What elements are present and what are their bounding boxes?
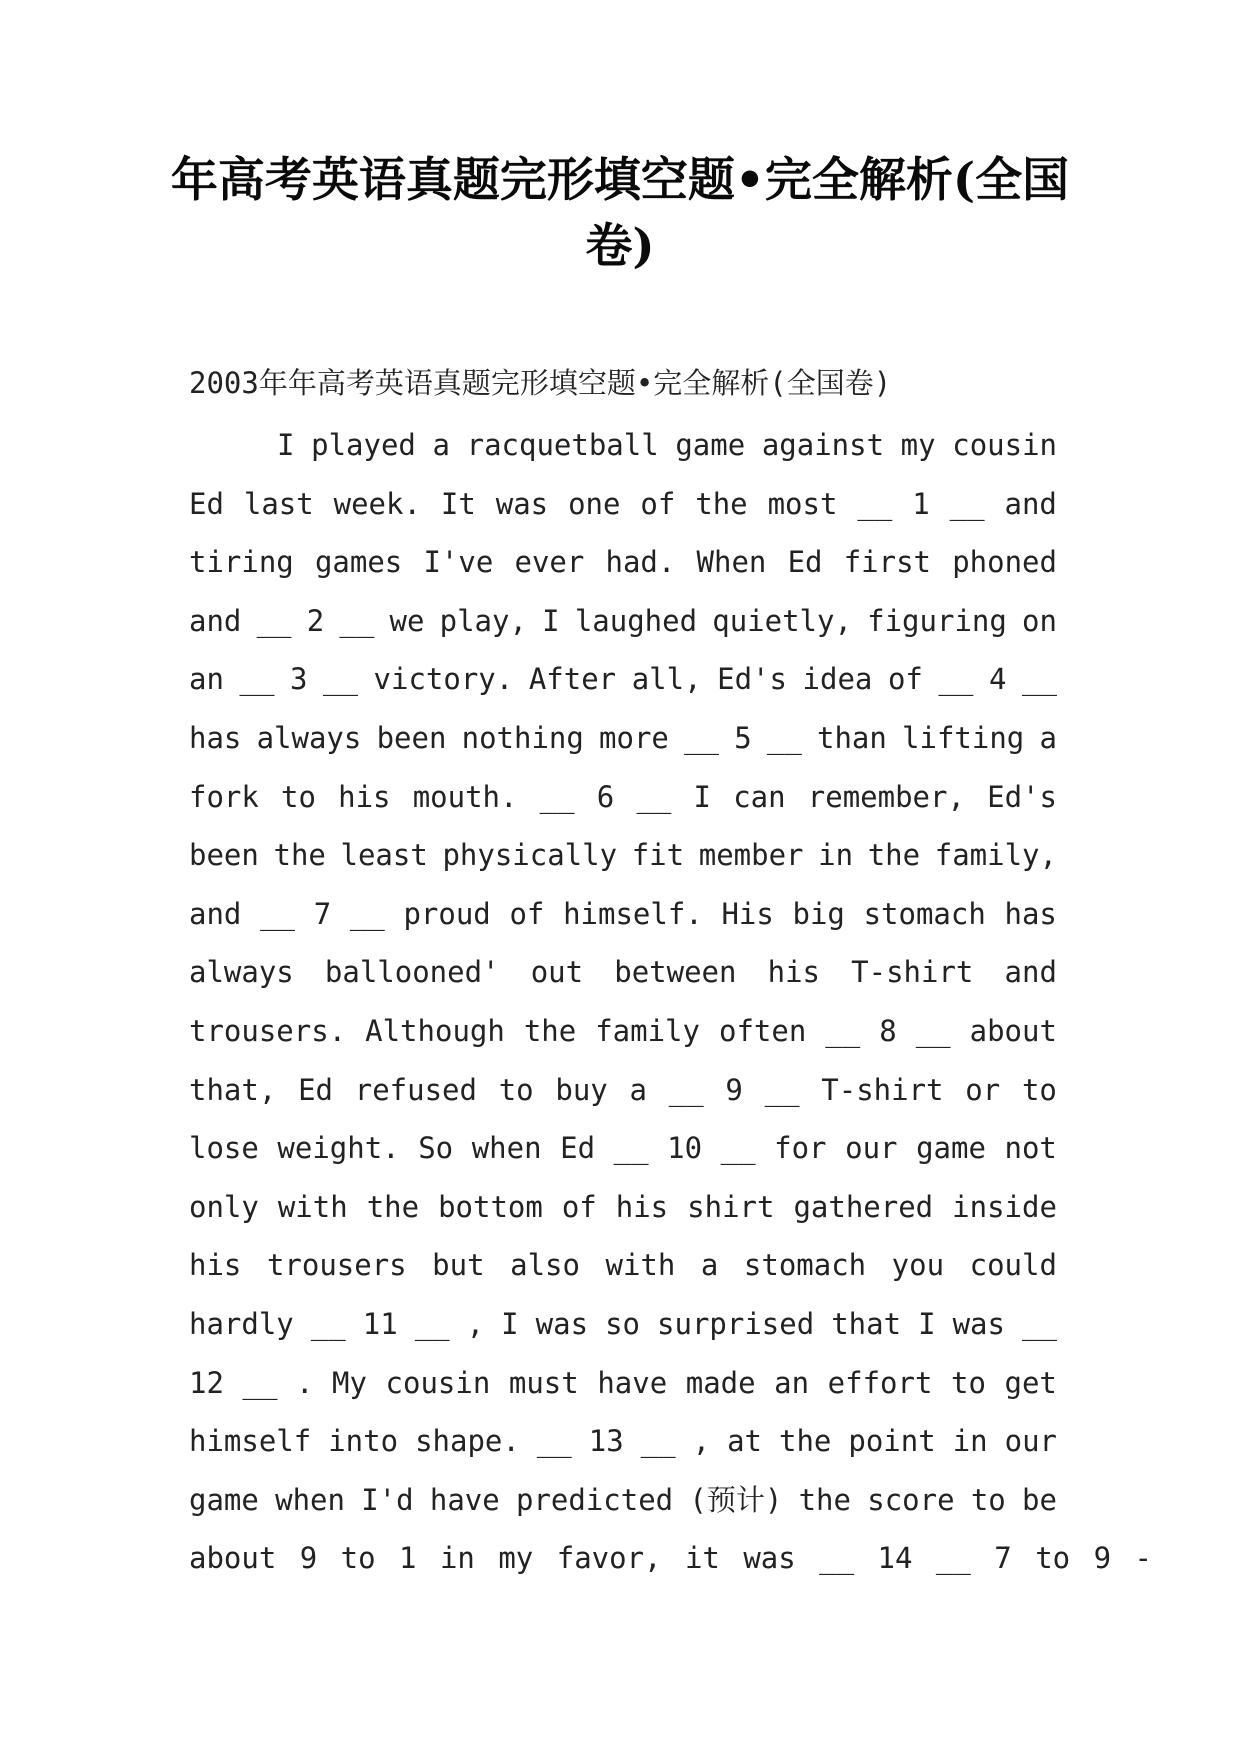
- passage-line: I played a racquetball game against my cousin: [277, 428, 1057, 462]
- passage-line: fork to his mouth. __ 6 __ I can remember, Ed's: [189, 779, 1057, 814]
- passage: [189, 416, 1152, 1588]
- passage-line: 12 __ . My cousin must have made an effort to get: [189, 1365, 1057, 1400]
- passage-line: only with the bottom of his shirt gathered inside: [189, 1189, 1057, 1224]
- passage-line: trousers. Although the family often __ 8 __ about: [189, 1013, 1057, 1048]
- passage-line: been the least physically fit member in the family,: [189, 838, 1057, 873]
- passage-line: and __ 2 __ we play, I laughed quietly, figuring on: [189, 603, 1057, 638]
- passage-line: has always been nothing more __ 5 __ than lifting a: [189, 720, 1057, 755]
- passage-line: Ed last week. It was one of the most __ 1 __ and: [189, 486, 1057, 521]
- passage-line: that, Ed refused to buy a __ 9 __ T-shirt or to: [189, 1072, 1057, 1107]
- passage-line: game when I'd have predicted (预计) the score to be: [189, 1482, 1057, 1517]
- document-subtitle: 2003年年高考英语真题完形填空题•完全解析(全国卷): [189, 366, 892, 400]
- passage-line: and __ 7 __ proud of himself. His big stomach has: [189, 896, 1057, 931]
- passage-line: about 9 to 1 in my favor, it was __ 14 __ 7 to 9 -: [189, 1541, 1152, 1576]
- passage-line: himself into shape. __ 13 __ , at the point in our: [189, 1424, 1057, 1459]
- passage-line: hardly __ 11 __ , I was so surprised that I was __: [189, 1306, 1057, 1341]
- document-title: 年高考英语真题完形填空题•完全解析(全国卷): [170, 153, 1070, 274]
- passage-line: lose weight. So when Ed __ 10 __ for our game not: [189, 1131, 1057, 1166]
- passage-line: tiring games I've ever had. When Ed first phoned: [189, 545, 1057, 580]
- passage-line: an __ 3 __ victory. After all, Ed's idea of __ 4 __: [189, 662, 1057, 697]
- passage-line: his trousers but also with a stomach you could: [189, 1248, 1057, 1283]
- passage-line: always ballooned' out between his T-shirt and: [189, 955, 1057, 990]
